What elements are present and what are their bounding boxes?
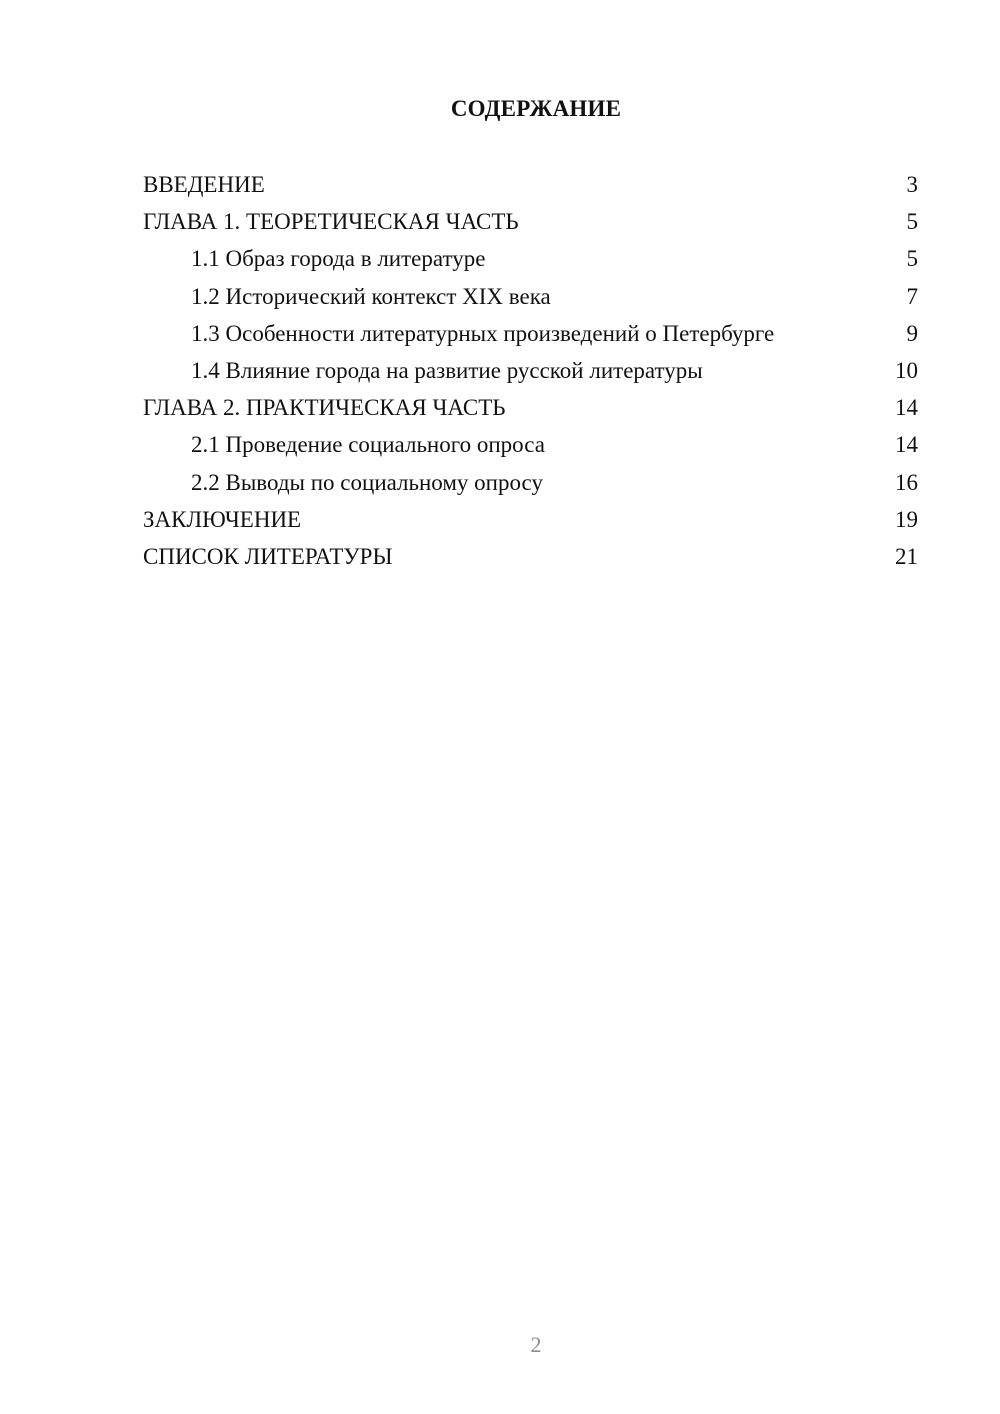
toc-entry-page: 21 xyxy=(895,543,918,569)
page-number: 2 xyxy=(530,1332,542,1357)
toc-entry-label: 2.1 Проведение социального опроса xyxy=(191,432,545,458)
toc-entry-section-1-1[interactable] xyxy=(143,240,918,277)
toc-entry-section-1-3[interactable] xyxy=(143,315,918,352)
toc-entry-page: 14 xyxy=(895,395,918,421)
toc-entry-section-1-2[interactable] xyxy=(143,278,918,315)
toc-entry-conclusion[interactable] xyxy=(143,501,918,538)
toc-entry-label: ВВЕДЕНИЕ xyxy=(143,172,265,197)
toc-entry-section-2-1[interactable] xyxy=(143,426,918,463)
toc-entry-page: 10 xyxy=(895,357,918,383)
toc-entry-label: 1.3 Особенности литературных произведений о Петербурге xyxy=(191,320,775,346)
toc-entry-page: 3 xyxy=(906,172,918,197)
toc-entry-chapter-1[interactable] xyxy=(143,203,918,240)
toc-entry-page: 19 xyxy=(895,506,918,532)
toc-title: СОДЕРЖАНИЕ xyxy=(450,96,622,121)
toc-entry-page: 5 xyxy=(906,246,918,272)
toc-entry-label: ГЛАВА 1. ТЕОРЕТИЧЕСКАЯ ЧАСТЬ xyxy=(143,209,519,235)
toc-entry-label: 1.1 Образ города в литературе xyxy=(191,246,486,272)
toc-entry-introduction[interactable] xyxy=(143,166,918,203)
toc-entry-label: 1.4 Влияние города на развитие русской литературы xyxy=(191,357,703,383)
toc-entry-references[interactable] xyxy=(143,538,918,575)
toc-entry-page: 7 xyxy=(906,283,918,309)
toc-entry-label: ГЛАВА 2. ПРАКТИЧЕСКАЯ ЧАСТЬ xyxy=(143,395,506,421)
toc-entry-page: 5 xyxy=(906,209,918,235)
toc-entry-chapter-2[interactable] xyxy=(143,389,918,426)
toc-entry-label: СПИСОК ЛИТЕРАТУРЫ xyxy=(143,543,393,569)
toc-entry-section-1-4[interactable] xyxy=(143,352,918,389)
toc-entry-page: 9 xyxy=(906,320,918,346)
toc-entry-page: 14 xyxy=(895,432,918,458)
toc-entry-label: ЗАКЛЮЧЕНИЕ xyxy=(143,506,302,532)
toc-entry-page: 16 xyxy=(895,469,918,495)
toc-entry-section-2-2[interactable] xyxy=(143,464,918,501)
toc-entry-label: 2.2 Выводы по социальному опросу xyxy=(191,469,543,495)
table-of-contents xyxy=(143,166,918,575)
toc-entry-label: 1.2 Исторический контекст XIX века xyxy=(191,283,551,309)
